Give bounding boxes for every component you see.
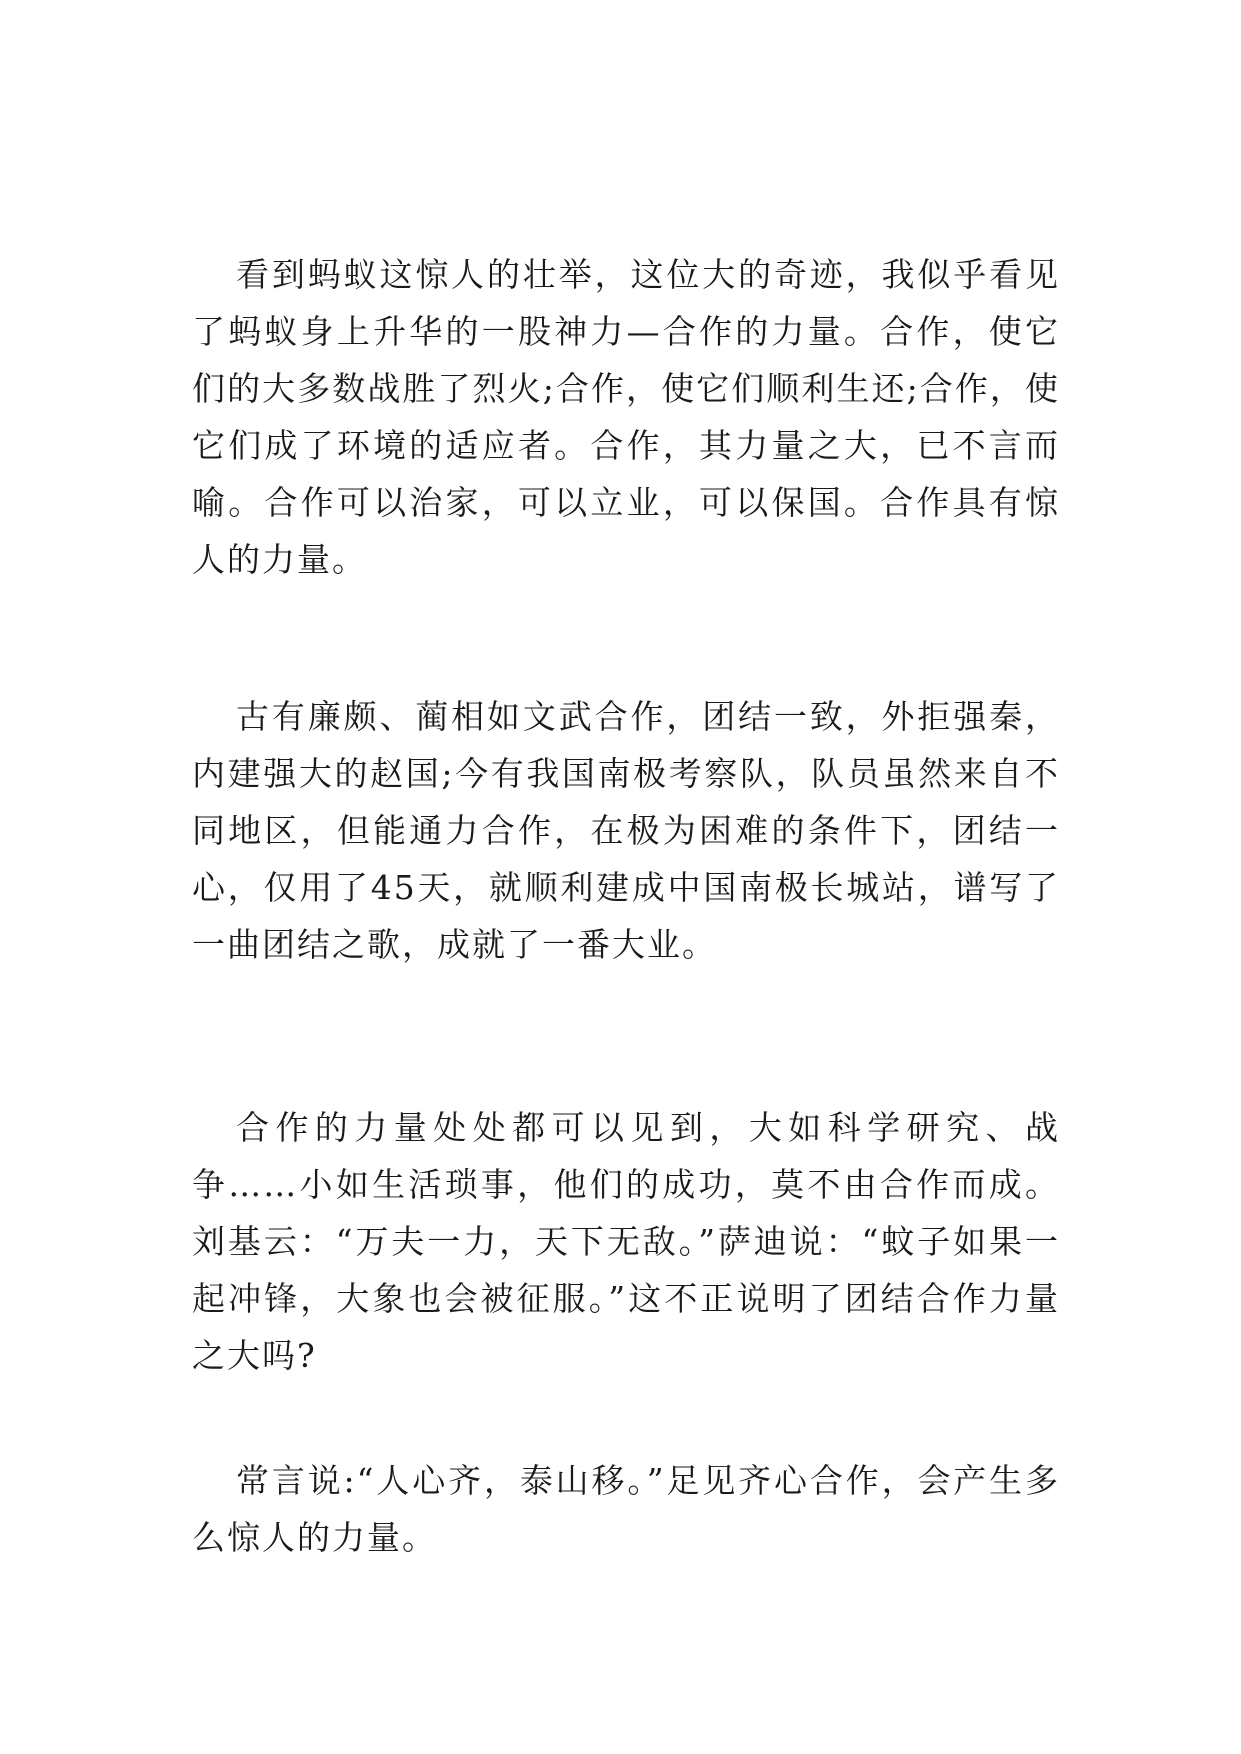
paragraph-3: 合作的力量处处都可以见到，大如科学研究、战争……小如生活琐事，他们的成功，莫不由合作而成。刘基云：“万夫一力，天下无敌。”萨迪说：“蚊子如果一起冲锋，大象也会被征服。”这不正说明了团结合作力量之大吗? — [192, 1108, 1060, 1375]
paragraph-2: 古有廉颇、蔺相如文武合作，团结一致，外拒强秦，内建强大的赵国;今有我国南极考察队，队员虽然来自不同地区，但能通力合作，在极为困难的条件下，团结一心，仅用了45天，就顺利建成中国南极长城站，谱写了一曲团结之歌，成就了一番大业。 — [192, 697, 1060, 964]
paragraph-4: 常言说:“人心齐，泰山移。”足见齐心合作，会产生多么惊人的力量。 — [192, 1461, 1060, 1557]
paragraph-1: 看到蚂蚁这惊人的壮举，这位大的奇迹，我似乎看见了蚂蚁身上升华的一股神力—合作的力量。合作，使它们的大多数战胜了烈火;合作，使它们顺利生还;合作，使它们成了环境的适应者。合作，其力量之大，已不言而喻。合作可以治家，可以立业，可以保国。合作具有惊人的力量。 — [192, 255, 1060, 579]
